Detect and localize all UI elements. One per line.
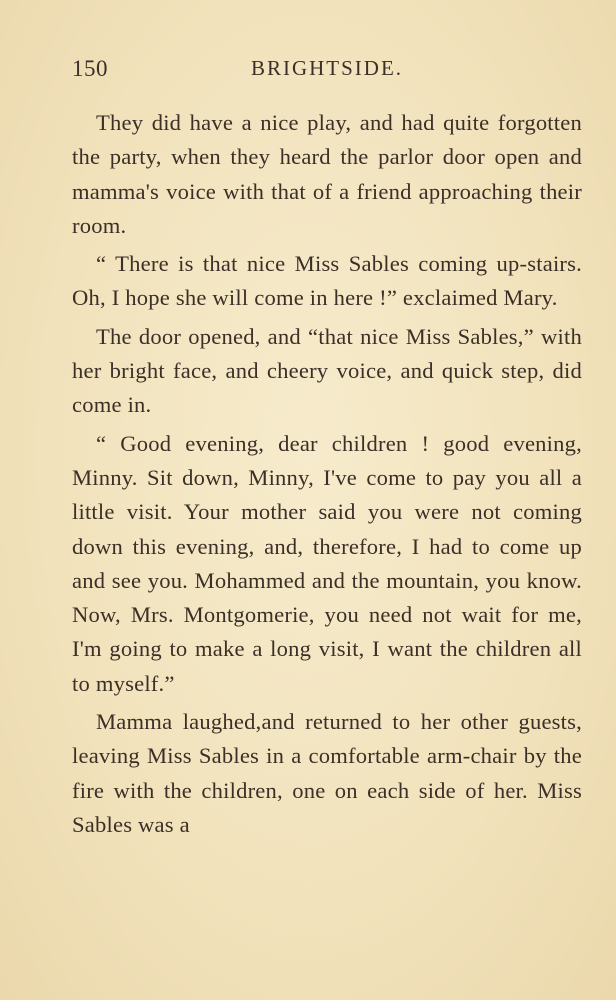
page-number: 150 (72, 56, 108, 81)
paragraph-4: “ Good evening, dear children ! good evening, Minny. Sit down, Minny, I've come to pay you all a little visit. Your mother said you were not coming down this evening, and, therefore, I had to come up and see you. Mohammed and the mountain, you know. Now, Mrs. Montgomerie, you need not wait for me, I'm going to make a long visit, I want the children all to myself.” (72, 430, 582, 696)
running-title: BRIGHTSIDE. (250, 56, 404, 80)
body-text (72, 106, 582, 846)
paragraph-5: Mamma laughed,and returned to her other guests, leaving Miss Sables in a comfortable arm-chair by the fire with the children, one on each side of her. Miss Sables was a (72, 709, 582, 837)
paragraph-1: They did have a nice play, and had quite forgotten the party, when they heard the parlor door open and mamma's voice with that of a friend approaching their room. (72, 110, 582, 238)
paragraph-3: The door opened, and “that nice Miss Sables,” with her bright face, and cheery voice, and quick step, did come in. (72, 323, 582, 418)
page-header (72, 56, 582, 88)
paragraph-2: “ There is that nice Miss Sables coming up-stairs. Oh, I hope she will come in here !” exclaimed Mary. (72, 251, 582, 311)
